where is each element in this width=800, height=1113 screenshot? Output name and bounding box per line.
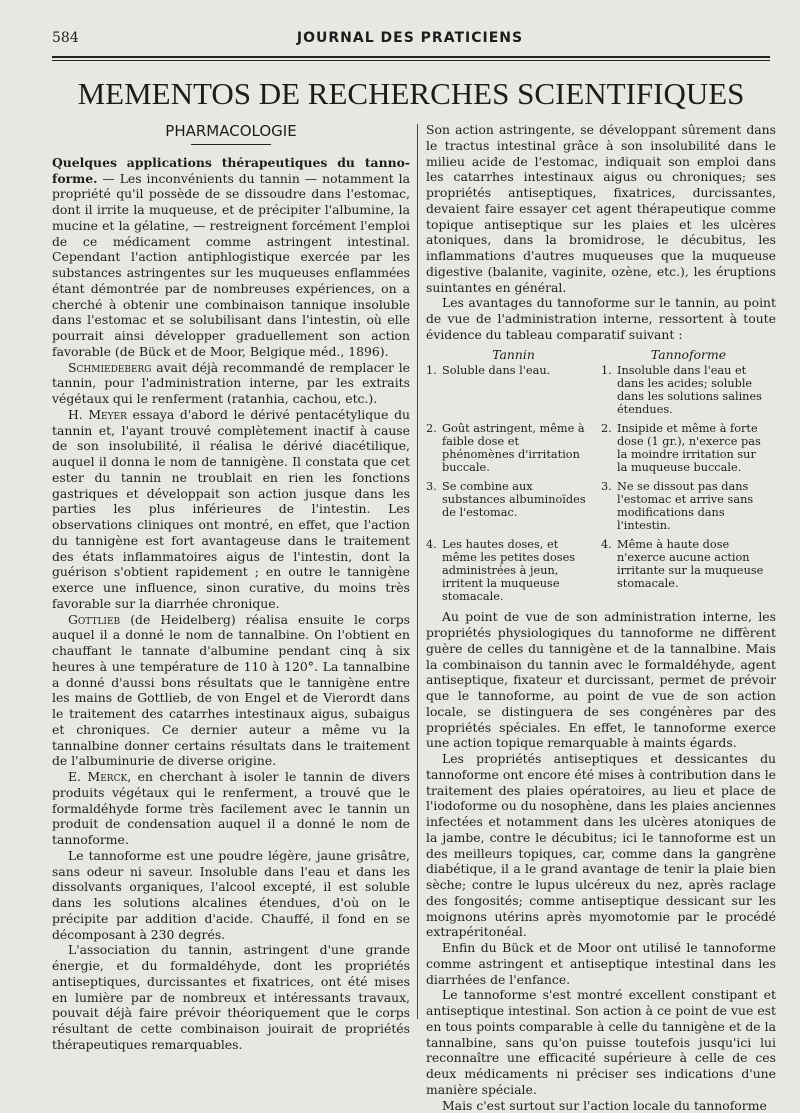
comparison-cell-tannin bbox=[426, 364, 601, 416]
row-number: 3. bbox=[601, 480, 617, 532]
left-column bbox=[52, 122, 410, 1053]
page-header bbox=[52, 30, 768, 50]
row-number: 2. bbox=[601, 422, 617, 474]
paragraph bbox=[52, 360, 410, 407]
row-number: 4. bbox=[426, 538, 442, 603]
paragraph: Son action astringente, se développant sûrement dans le tractus intestinal grâce à son insolubilité dans le milieu acide de l'estomac, indiquait son emploi dans les catarrhes intestinaux aigus ou chroniques; ses propriétés antiseptiques, fixatrices, durcissantes, devaient faire essayer cet agent thérapeutique comme topique antiseptique sur les plaies et les ulcères atoniques, dans la bromidrose, le décubitus, les inflammations d'autres muqueuses que la muqueuse digestive (balanite, vaginite, ozène, etc.), les éruptions suintantes en général. bbox=[426, 122, 776, 295]
comparison-row bbox=[426, 480, 776, 532]
paragraph: Enfin du Bück et de Moor ont utilisé le tannoforme comme astringent et antiseptique intestinal dans les diarrhées de l'enfance. bbox=[426, 940, 776, 987]
cell-text: Soluble dans l'eau. bbox=[442, 364, 601, 416]
cell-text: Goût astringent, même à faible dose et phénomènes d'irritation buccale. bbox=[442, 422, 601, 474]
cell-text: Même à haute dose n'exerce aucune action irritante sur la muqueuse stomacale. bbox=[617, 538, 776, 603]
header-rule bbox=[52, 56, 770, 58]
comparison-row bbox=[426, 538, 776, 603]
paragraph: Les propriétés antiseptiques et dessicantes du tannoforme ont encore été mises à contribution dans le traitement des plaies opératoires, au lieu et place de l'iodoforme ou du nosophène, dans les plaies anciennes infectées et notamment dans les ulcères atoniques de la jambe, contre le décubitus; ici le tannoforme est un des meilleurs topiques, car, comme dans la gangrène diabétique, il a le grand avantage de tenir la plaie bien sèche; contre le lupus ulcéreux du nez, après raclage des fongosités; comme antiseptique dessicant sur les moignons utérins après myomotomie par le procédé extrapéritonéal. bbox=[426, 751, 776, 940]
section-title: PHARMACOLOGIE bbox=[52, 124, 410, 140]
paragraph bbox=[52, 155, 410, 360]
paragraph-body: avait déjà recommandé de remplacer le tannin, pour l'administration interne, par les extraits végétaux qui le renferment (ratanhia, cachou, etc.). bbox=[52, 360, 410, 407]
paragraph: Au point de vue de son administration interne, les propriétés physiologiques du tannoforme ne diffèrent guère de celles du tannigène et de la tannalbine. Mais la combinaison du tannin avec le formaldéhyde, agent antiseptique, fixateur et durcissant, permet de prévoir que le tannoforme, au point de vue de son action locale, se distinguera de ses congénères par des propriétés spéciales. En effet, le tannoforme exerce une action topique remarquable à maints égards. bbox=[426, 609, 776, 751]
comparison-cell-tannin bbox=[426, 422, 601, 474]
comparison-cell-tannin bbox=[426, 480, 601, 532]
row-number: 4. bbox=[601, 538, 617, 603]
comparison-col-tannin: Tannin bbox=[426, 347, 601, 363]
row-number: 3. bbox=[426, 480, 442, 532]
row-number: 2. bbox=[426, 422, 442, 474]
comparison-table bbox=[426, 364, 776, 603]
cell-text: Insoluble dans l'eau et dans les acides; soluble dans les solutions salines étendues. bbox=[617, 364, 776, 416]
column-divider bbox=[417, 124, 418, 1019]
paragraph-body: (de Heidelberg) réalisa ensuite le corps auquel il a donné le nom de tannalbine. On l'obtient en chauffant le tannate d'albumine pendant cinq à six heures à une température de 110 à 120°. La tannalbine a donné d'aussi bons résultats que le tannigène entre les mains de Gottlieb, de von Engel et de Vierordt dans le traitement des catarrhes intestinaux aigus, subaigus et chroniques. Ce dernier auteur a même vu la tannalbine donner certains résultats dans le traitement de l'albuminurie de diverse origine. bbox=[52, 612, 410, 769]
paragraph-body: essaya d'abord le dérivé pentacétylique du tannin et, l'ayant trouvé complètement inactif à cause de son insolubilité, il réalisa le dérivé diacétilique, auquel il donna le nom de tannigène. Il constata que cet ester du tannin ne troublait en rien les fonctions gastriques et développait son action jusque dans les parties les plus inférieures de l'intestin. Les observations cliniques ont montré, en effet, que l'action du tannigène est fort avantageuse dans le traitement des états inflammatoires aigus de l'intestin, dont la guérison s'obtient rapidement ; en outre le tannigène exerce une influence, sinon curative, du moins très favorable sur la diarrhée chronique. bbox=[52, 407, 410, 611]
author-name: H. Meyer bbox=[68, 407, 127, 422]
right-column bbox=[426, 122, 776, 1113]
paragraph-lead: Quelques applications thérapeutiques du tanno-forme. bbox=[52, 155, 410, 186]
paragraph-body: , en cherchant à isoler le tannin de divers produits végétaux qui le renferment, a trouvé que le formaldéhyde forme très facilement avec le tannin un produit de condensation auquel il a donné le nom de tannoforme. bbox=[52, 769, 410, 847]
author-name: Schmiedeberg bbox=[68, 360, 152, 375]
row-number: 1. bbox=[601, 364, 617, 416]
paragraph: Le tannoforme est une poudre légère, jaune grisâtre, sans odeur ni saveur. Insoluble dans l'eau et dans les dissolvants organiques, l'alcool excepté, il est soluble dans les solutions alcalines étendues, d'où on le précipite par addition d'acide. Chauffé, il fond en se décomposant à 230 degrés. bbox=[52, 848, 410, 943]
journal-title: JOURNAL DES PRATICIENS bbox=[52, 30, 768, 46]
cell-text: Se combine aux substances albuminoïdes de l'estomac. bbox=[442, 480, 601, 532]
author-name: Gottlieb bbox=[68, 612, 120, 627]
comparison-cell-tannoforme bbox=[601, 480, 776, 532]
cell-text: Insipide et même à forte dose (1 gr.), n'exerce pas la moindre irritation sur la muqueuse buccale. bbox=[617, 422, 776, 474]
section-rule bbox=[191, 144, 271, 145]
paragraph: L'association du tannin, astringent d'une grande énergie, et du formaldéhyde, dont les propriétés antiseptiques, durcissantes et fixatrices, ont été mises en lumière par de nombreux et intéressants travaux, pouvait déjà faire prévoir théoriquement que le corps résultant de cette combinaison jouirait de propriétés thérapeutiques remarquables. bbox=[52, 942, 410, 1052]
comparison-cell-tannin bbox=[426, 538, 601, 603]
comparison-cell-tannoforme bbox=[601, 364, 776, 416]
header-rule-thin bbox=[52, 60, 770, 61]
cell-text: Les hautes doses, et même les petites doses administrées à jeun, irritent la muqueuse stomacale. bbox=[442, 538, 601, 603]
paragraph-body: — Les inconvénients du tannin — notamment la propriété qu'il possède de se dissoudre dans l'estomac, dont il irrite la muqueuse, et de précipiter l'albumine, la mucine et la gélatine, — restreignent forcément l'emploi de ce médicament comme astringent intestinal. Cependant l'action antiphlogistique exercée par les substances astringentes sur les muqueuses enflammées étant démontrée par de nombreuses expériences, on a cherché à obtenir une combinaison tannique insoluble dans l'estomac et se solubilisant dans l'intestin, où elle pourrait ainsi développer graduellement son action favorable (de Bück et de Moor, Belgique méd., 1896). bbox=[52, 171, 410, 359]
paragraph bbox=[52, 407, 410, 612]
page-number: 584 bbox=[52, 30, 79, 46]
comparison-row bbox=[426, 364, 776, 416]
comparison-header bbox=[426, 347, 776, 363]
paragraph: Le tannoforme s'est montré excellent constipant et antiseptique intestinal. Son action à ce point de vue est en tous points comparable à celle du tannigène et de la tannalbine, sans qu'on puisse toutefois jusqu'ici lui reconnaître une efficacité supérieure à celle de ces deux médicaments ni préciser ses indications d'une manière spéciale. bbox=[426, 987, 776, 1097]
paragraph: Les avantages du tannoforme sur le tannin, au point de vue de l'administration interne, ressortent à toute évidence du tableau comparatif suivant : bbox=[426, 295, 776, 342]
comparison-cell-tannoforme bbox=[601, 538, 776, 603]
paragraph bbox=[52, 769, 410, 848]
comparison-row bbox=[426, 422, 776, 474]
row-number: 1. bbox=[426, 364, 442, 416]
paragraph: Mais c'est surtout sur l'action locale du tannoforme bbox=[426, 1098, 776, 1113]
comparison-col-tannoforme: Tannoforme bbox=[601, 347, 776, 363]
main-title: MEMENTOS DE RECHERCHES SCIENTIFIQUES bbox=[52, 76, 770, 112]
comparison-cell-tannoforme bbox=[601, 422, 776, 474]
paragraph bbox=[52, 612, 410, 770]
author-name: E. Merck bbox=[68, 769, 127, 784]
cell-text: Ne se dissout pas dans l'estomac et arrive sans modifications dans l'intestin. bbox=[617, 480, 776, 532]
